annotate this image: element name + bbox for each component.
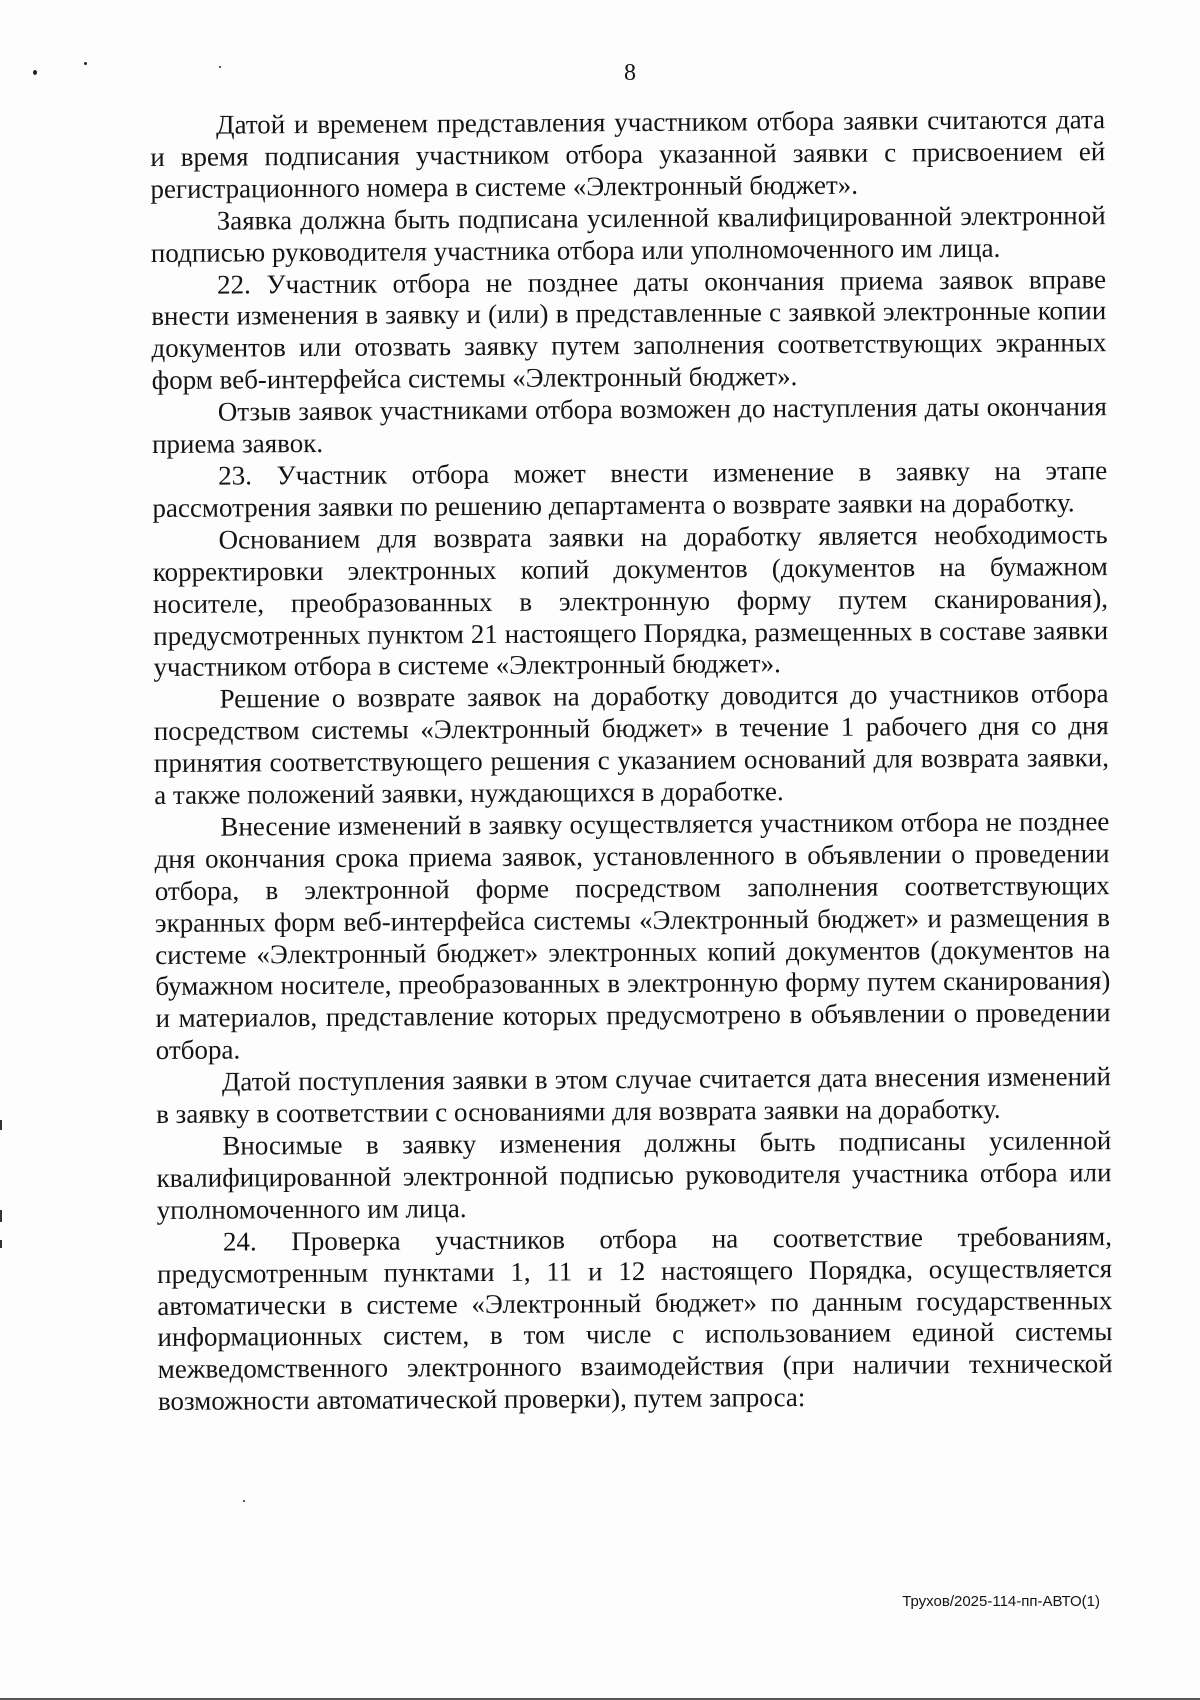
paragraph: Основанием для возврата заявки на доработку является необходимость корректировки электронных копий документов (документов на бумажном носителе, преобразованных в электронную форму путем сканирования), предусмотренных пунктом 21 настоящего Порядка, размещенных в составе заявки участником отбора в системе «Электронный бюджет».	[152, 518, 1109, 683]
paragraph: Внесение изменений в заявку осуществляется участником отбора не позднее дня окончания срока приема заявок, установленного в объявлении о проведении отбора, в электронной форме посредством заполнения соответствующих экранных форм веб-интерфейса системы «Электронный бюджет» и размещения в системе «Электронный бюджет» электронных копий документов (документов на бумажном носителе, преобразованных в электронную форму путем сканирования) и материалов, представление которых предусмотрено в объявлении о проведении отбора.	[154, 806, 1111, 1066]
paragraph: Датой поступления заявки в этом случае считается дата внесения изменений в заявку в соответствии с основаниями для возврата заявки на доработку.	[156, 1061, 1112, 1130]
paragraph: Отзыв заявок участниками отбора возможен до наступления даты окончания приема заявок.	[151, 391, 1107, 460]
scan-edge-mark	[0, 1240, 2, 1248]
paragraph: Заявка должна быть подписана усиленной квалифицированной электронной подписью руководителя участника отбора или уполномоченного им лица.	[150, 199, 1106, 268]
paragraph: Вносимые в заявку изменения должны быть подписаны усиленной квалифицированной электронной подписью руководителя участника отбора или уполномоченного им лица.	[156, 1125, 1112, 1225]
paragraph: Датой и временем представления участником отбора заявки считаются дата и время подписания участником отбора указанной заявки с присвоением ей регистрационного номера в системе «Электронный бюджет».	[150, 104, 1106, 204]
scan-speck	[243, 1500, 245, 1502]
paragraph-clause-22: 22. Участник отбора не позднее даты окончания приема заявок вправе внести изменения в заявку и (или) в представленные с заявкой электронные копии документов или отозвать заявку путем заполнения соответствующих экранных форм веб-интерфейса системы «Электронный бюджет».	[151, 263, 1107, 396]
scan-edge-mark	[0, 1120, 2, 1130]
paragraph: Решение о возврате заявок на доработку доводится до участников отбора посредством системы «Электронный бюджет» в течение 1 рабочего дня со дня принятия соответствующего решения с указанием оснований для возврата заявки, а также положений заявки, нуждающихся в доработке.	[153, 678, 1110, 811]
document-footer-code: Трухов/2025-114-пп-АВТО(1)	[902, 1593, 1100, 1610]
paragraph-clause-24: 24. Проверка участников отбора на соответствие требованиям, предусмотренным пунктами 1, 11 и 12 настоящего Порядка, осуществляется автоматически в системе «Электронный бюджет» по данным государственных информационных систем, в том числе с использованием единой системы межведомственного электронного взаимодействия (при наличии технической возможности автоматической проверки), путем запроса:	[157, 1220, 1113, 1417]
scan-edge-mark	[0, 1210, 2, 1222]
document-body	[150, 104, 1113, 1418]
paragraph-clause-23: 23. Участник отбора может внести изменение в заявку на этапе рассмотрения заявки по решению департамента о возврате заявки на доработку.	[152, 455, 1108, 523]
page-number: 8	[624, 60, 636, 86]
